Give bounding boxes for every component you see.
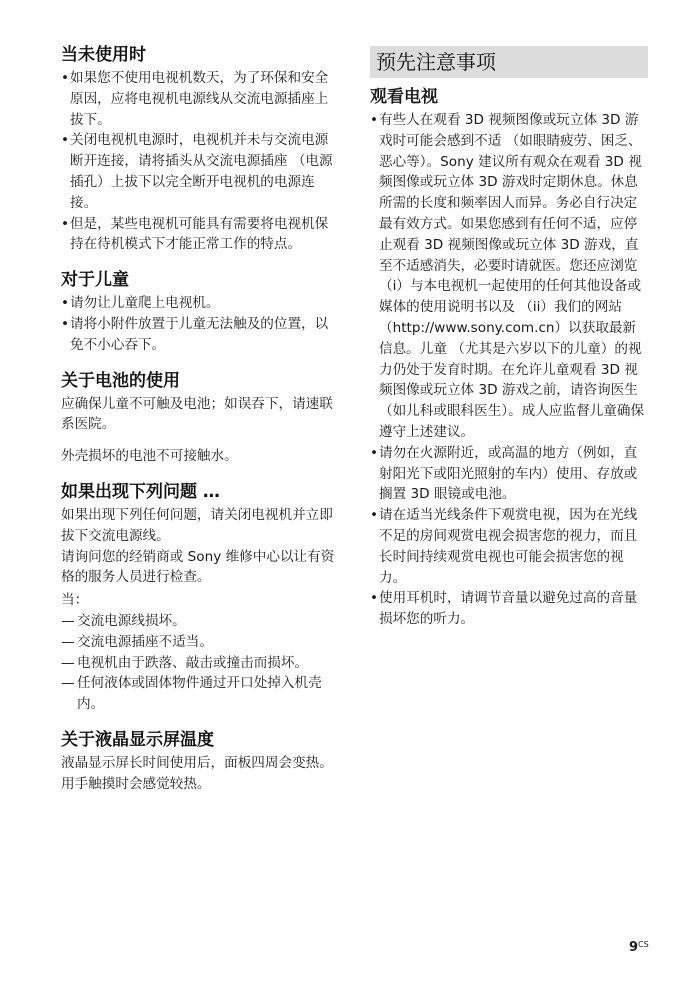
dash-item: — 电视机由于跌落、敲击或撞击而损坏。 <box>61 654 309 671</box>
bullet-item: • 请将小附件放置于儿童无法触及的位置，以免不小心吞下。 <box>61 315 329 353</box>
section-batteries <box>61 370 339 467</box>
paragraph: 请询问您的经销商或 Sony 维修中心以让有资格的服务人员进行检查。 <box>61 548 335 586</box>
bullet-item: • 请勿在火源附近，或高温的地方（例如，直射阳光下或阳光照射的车内）使用、存放或搁置 3D 眼镜或电池。 <box>370 444 638 503</box>
left-column <box>61 44 339 809</box>
section-title: 如果出现下列问题 … <box>61 481 220 502</box>
right-column <box>370 44 648 630</box>
section-lcd-temperature <box>61 729 339 795</box>
paragraph: 如果出现下列任何问题，请关闭电视机并立即拔下交流电源线。 <box>61 506 333 544</box>
bullet-item: • 如果您不使用电视机数天，为了环保和安全原因，应将电视机电源线从交流电源插座上拔下。 <box>61 70 329 128</box>
bullet-item: • 有些人在观看 3D 视频图像或玩立体 3D 游戏时可能会感到不适 （如眼睛疲劳、困乏、恶心等）。Sony 建议所有观众在观看 3D 视频图像或玩立体 3D 游戏时定期休息。休息所需的长度和频率因人而异。务必自行决定最有效方式。如果您感到有任何不适，应停止观看 3D 视频图像或玩立体 3D 游戏，直至不适感消失，必要时请就医。您还应浏览 （i）与本电视机一起使用的任何其他设备或媒体的使用说明书以及 （ii）我们的网站 （http://www.sony.com.cn）以获取最新信息。儿童 （尤其是六岁以下的儿童）的视力仍处于发育时期。在允许儿童观看 3D 视频图像或玩立体 3D 游戏之前，请咨询医生（如儿科或眼科医生）。成人应监督儿童确保遵守上述建议。 <box>370 112 645 440</box>
dash-item: — 任何液体或固体物件通过开口处掉入机壳内。 <box>61 675 322 713</box>
section-problems <box>61 481 339 715</box>
paragraph: 应确保儿童不可触及电池；如误吞下，请速联系医院。 <box>61 395 333 433</box>
section-when-not-in-use <box>61 44 339 255</box>
section-title: 关于液晶显示屏温度 <box>61 729 214 750</box>
dash-item: — 交流电源插座不适当。 <box>61 633 213 650</box>
bullet-item: • 请勿让儿童爬上电视机。 <box>61 295 220 312</box>
dash-item: — 交流电源线损坏。 <box>61 612 186 629</box>
paragraph: 外壳损坏的电池不可接触水。 <box>61 448 238 465</box>
section-title: 对于儿童 <box>61 270 129 291</box>
section-title: 关于电池的使用 <box>61 370 180 391</box>
when-label: 当： <box>61 592 89 609</box>
section-children <box>61 269 339 355</box>
bullet-item: • 使用耳机时，请调节音量以避免过高的音量损坏您的听力。 <box>370 590 638 628</box>
paragraph: 液晶显示屏长时间使用后，面板四周会变热。用手触摸时会感觉较热。 <box>61 754 333 792</box>
precautions-banner: 预先注意事项 <box>370 46 648 78</box>
bullet-item: • 关闭电视机电源时，电视机并未与交流电源断开连接，请将插头从交流电源插座 （电源插孔）上拔下以完全断开电视机的电源连接。 <box>61 132 333 211</box>
bullet-item: • 请在适当光线条件下观赏电视，因为在光线不足的房间观赏电视会损害您的视力，而且长时间持续观赏电视也可能会损害您的视力。 <box>370 507 638 586</box>
bullet-item: • 但是，某些电视机可能具有需要将电视机保持在待机模式下才能正常工作的特点。 <box>61 215 329 253</box>
section-title: 当未使用时 <box>61 45 146 65</box>
section-title: 观看电视 <box>370 87 438 107</box>
page-number: $9^{CS}$ <box>629 940 649 955</box>
